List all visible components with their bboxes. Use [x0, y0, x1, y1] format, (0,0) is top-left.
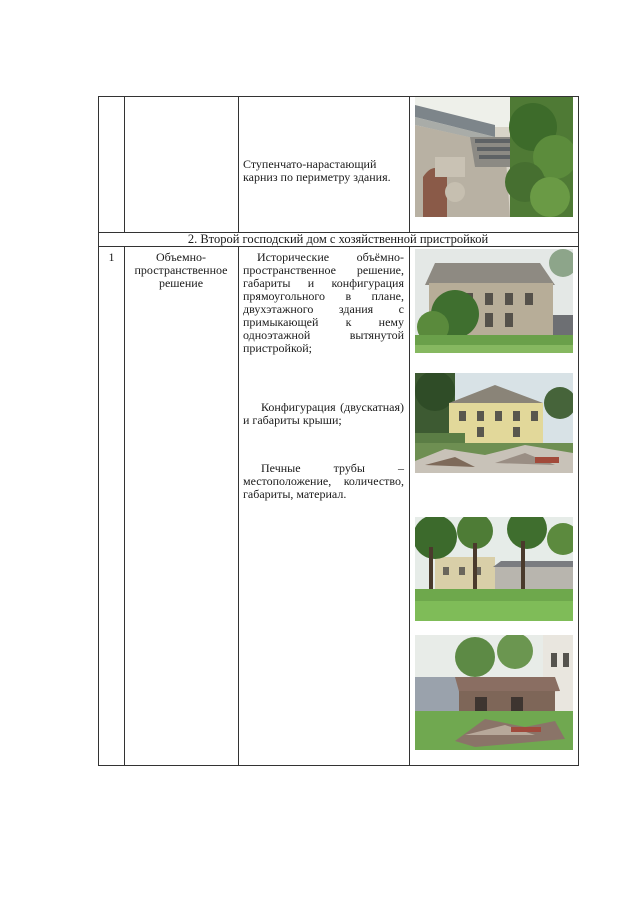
col-divider-1 [124, 96, 125, 233]
feature-volume: Исторические объёмно-пространственное решение, габариты и конфигурация прямоугольного в плане, двухэтажного здания с примыкающей к нему одноэтажной вытянутой пристройкой; [243, 250, 404, 355]
cornice-photo [415, 97, 573, 217]
table-right-border [578, 96, 579, 766]
col-divider-3b [409, 246, 410, 766]
house-photo-2 [415, 373, 573, 473]
section-bottom-border [98, 246, 579, 247]
feature-roof: Конфигурация (двускатная) и габариты крыши; [243, 400, 404, 427]
section-title: 2. Второй господский дом с хозяйственной пристройкой [187, 232, 489, 246]
house-photo-1 [415, 249, 573, 353]
row-category: Объемно-пространственное решение [134, 250, 228, 290]
col-divider-1b [124, 246, 125, 766]
table-left-border [98, 96, 99, 766]
col-divider-2b [238, 246, 239, 766]
cornice-feature-text: Ступенчато-нарастающий карниз по периметру здания. [243, 157, 391, 184]
col-divider-3 [409, 96, 410, 233]
col-divider-2 [238, 96, 239, 233]
feature-chimneys: Печные трубы – местоположение, количество, габариты, материал. [243, 461, 404, 501]
outbuilding-photo [415, 635, 573, 750]
row-number: 1 [108, 250, 115, 264]
table-bottom-border [98, 765, 579, 766]
house-photo-3 [415, 517, 573, 621]
